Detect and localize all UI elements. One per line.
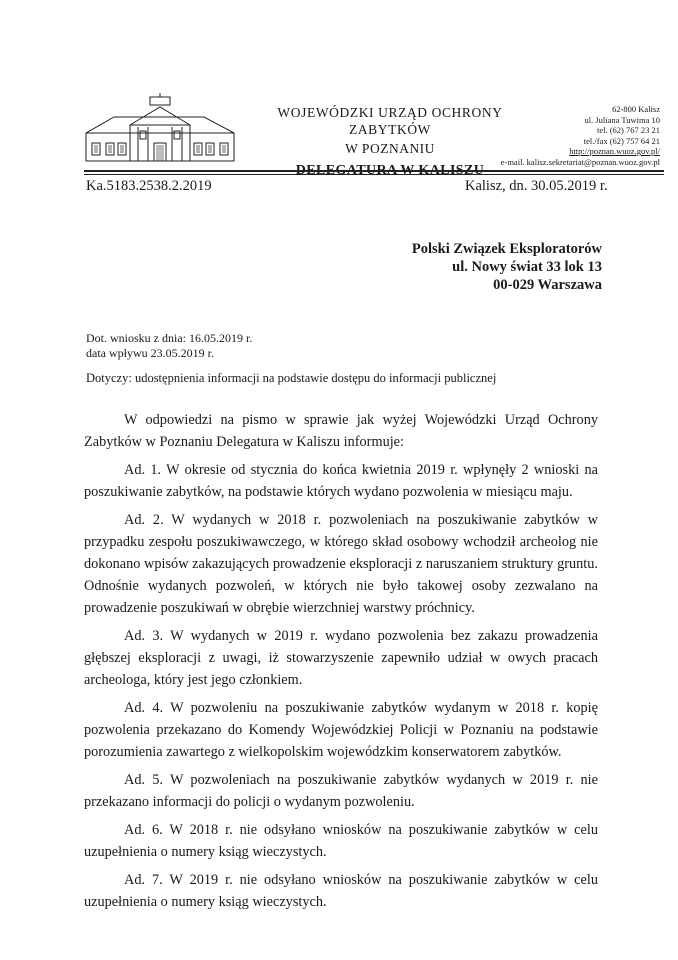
paragraph-ad-6: Ad. 6. W 2018 r. nie odsyłano wniosków na poszukiwanie zabytków w celu uzupełnienia o numery ksiąg wieczystych.: [84, 822, 598, 860]
recipient-street: ul. Nowy świat 33 lok 13: [452, 259, 602, 275]
contact-city: 62-800 Kalisz: [612, 104, 660, 114]
contact-website: http://poznan.wuoz.gov.pl/: [569, 146, 660, 156]
paragraph-ad-1: Ad. 1. W okresie od stycznia do końca kwietnia 2019 r. wpłynęły 2 wnioski na poszukiwanie zabytków, na podstawie których wydano pozwolenia w miesiącu maju.: [84, 462, 598, 500]
reference-number: Ka.5183.2538.2.2019: [86, 178, 212, 194]
org-line-1: WOJEWÓDZKI URZĄD OCHRONY ZABYTKÓW: [277, 105, 503, 137]
recipient-name: Polski Związek Eksploratorów: [411, 241, 602, 257]
org-line-3: DELEGATURA W KALISZU: [295, 163, 485, 178]
recipient-address: [412, 240, 602, 294]
letter-body: [84, 409, 598, 919]
subject-line: Dotyczy: udostępnienia informacji na podstawie dostępu do informacji publicznej: [86, 371, 497, 385]
paragraph-intro: W odpowiedzi na pismo w sprawie jak wyżej Wojewódzki Urząd Ochrony Zabytków w Poznaniu Delegatura w Kaliszu informuje:: [84, 412, 598, 450]
org-line-2: W POZNANIU: [345, 141, 435, 156]
paragraph-ad-3: Ad. 3. W wydanych w 2019 r. wydano pozwolenia bez zakazu prowadzenia głębszej eksploracji z uwagi, iż stowarzyszenie zapewniło udział w owych pracach archeologa, który jest jego członkiem.: [84, 628, 598, 688]
paragraph-ad-7: Ad. 7. W 2019 r. nie odsyłano wniosków na poszukiwanie zabytków w celu uzupełnienia o numery ksiąg wieczystych.: [84, 872, 598, 910]
paragraph-ad-2: Ad. 2. W wydanych w 2018 r. pozwoleniach na poszukiwanie zabytków w przypadku zespołu poszukiwawczego, w którego skład osobowy wchodził archeolog nie dokonano wpisów zakazujących prowadzenie eksploracji z naruszaniem struktury gruntu. Odnośnie wydanych pozwoleń, w których nie było takowej osoby zezwalano na prowadzenie poszukiwań w obrębie wierzchniej warstwy próchnicy.: [84, 512, 598, 616]
header-rule-thin: [84, 174, 664, 175]
paragraph-ad-5: Ad. 5. W pozwoleniach na poszukiwanie zabytków wydanych w 2019 r. nie przekazano informacji do policji o wydanym pozwoleniu.: [84, 772, 598, 810]
receipt-date: data wpływu 23.05.2019 r.: [86, 346, 214, 360]
office-building-logo: [84, 93, 236, 165]
request-date: Dot. wniosku z dnia: 16.05.2019 r.: [86, 331, 253, 345]
contact-block: [460, 104, 660, 167]
contact-fax: tel./fax (62) 757 64 21: [583, 135, 660, 146]
contact-street: ul. Juliana Tuwima 10: [584, 114, 660, 125]
paragraph-ad-4: Ad. 4. W pozwoleniu na poszukiwanie zabytków wydanym w 2018 r. kopię pozwolenia przekazano do Komendy Wojewódzkiej Policji w Poznaniu na podstawie porozumienia zawartego z wielkopolskim wojewódzkim konserwatorem zabytków.: [84, 700, 598, 760]
recipient-city: 00-029 Warszawa: [493, 277, 602, 293]
place-date: Kalisz, dn. 30.05.2019 r.: [465, 178, 608, 194]
header-rule-thick: [84, 170, 664, 172]
contact-phone: tel. (62) 767 23 21: [596, 125, 660, 135]
contact-email: e-mail. kalisz.sekretariat@poznan.wuoz.gov.pl: [500, 156, 660, 167]
request-info: [86, 331, 252, 361]
